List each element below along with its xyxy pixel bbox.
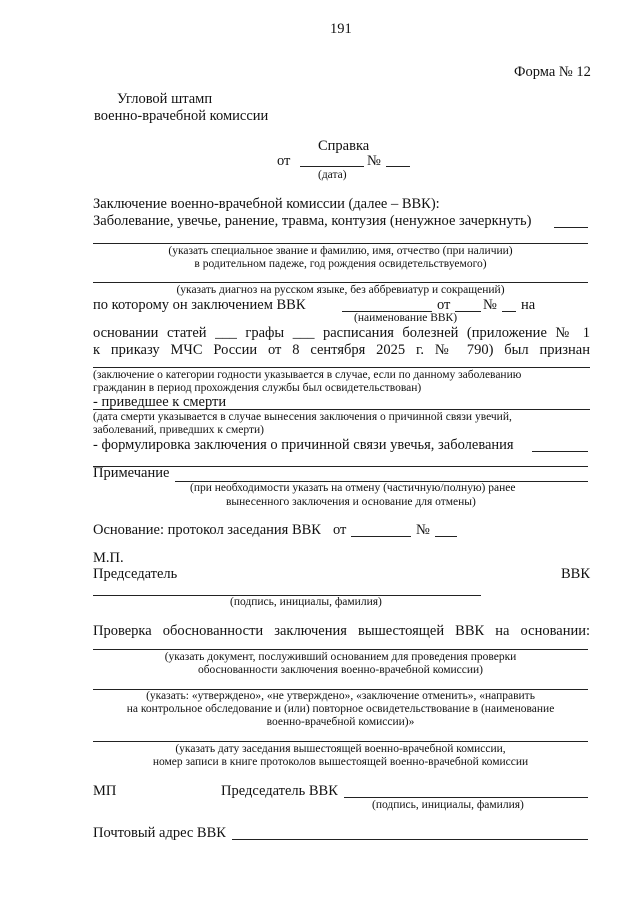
check-hint-1: (указать документ, послуживший основанием для проведения проверки <box>164 651 517 663</box>
condition-line: Заболевание, увечье, ранение, травма, контузия (ненужное зачеркнуть) <box>93 213 532 229</box>
condition-field[interactable] <box>554 227 588 228</box>
conclusion-number-sign: № <box>483 297 497 313</box>
meeting-field[interactable] <box>93 741 588 742</box>
number-sign: № <box>367 153 381 169</box>
chairman-label: Председатель <box>93 566 178 582</box>
check-line: Проверка обоснованности заключения вышестоящей ВВК на основании: <box>93 623 590 639</box>
conclusion-on: на <box>521 297 536 313</box>
causal-field[interactable] <box>532 451 588 452</box>
decision-hint-2: на контрольное обследование и (или) повторное освидетельствование в (наименование <box>126 703 555 715</box>
signature-hint-1: (подпись, инициалы, фамилия) <box>230 596 382 608</box>
basis-protocol-number-sign: № <box>416 522 430 538</box>
diagnosis-field[interactable] <box>93 282 588 283</box>
mp-stamp-2: МП <box>93 783 117 799</box>
basis-protocol-prefix: Основание: протокол заседания ВВК <box>93 522 321 538</box>
conclusion-from: от <box>437 297 451 313</box>
conclusion-prefix: по которому он заключением ВВК <box>93 297 306 313</box>
conclusion-heading: Заключение военно-врачебной комиссии (далее – ВВК): <box>93 196 440 212</box>
basis-protocol-from: от <box>333 522 347 538</box>
death-label: - приведшее к смерти <box>93 394 227 410</box>
postal-address-field[interactable] <box>232 839 588 840</box>
check-document-field[interactable] <box>93 649 588 650</box>
vvk-label: ВВК <box>561 566 591 582</box>
corner-stamp-line-1: Угловой штамп <box>117 91 213 107</box>
decision-hint-3: военно-врачебной комиссии)» <box>266 716 415 728</box>
basis-line-2: к приказу МЧС России от 8 сентября 2025 г. № 790) был признан <box>93 342 590 358</box>
death-hint-2: заболеваний, приведших к смерти) <box>93 424 264 436</box>
check-hint-2: обоснованности заключения военно-врачебной комиссии) <box>197 664 484 676</box>
note-label: Примечание <box>93 465 170 481</box>
meeting-hint-1: (указать дату заседания вышестоящей военно-врачебной комиссии, <box>175 743 506 755</box>
note-hint-1: (при необходимости указать на отмену (частичную/полную) ранее <box>190 482 516 494</box>
note-hint-2: вынесенного заключения и основание для отмены) <box>226 496 476 508</box>
postal-label: Почтовый адрес ВВК <box>93 825 226 841</box>
person-hint-2: в родительном падеже, год рождения освидетельствуемого) <box>194 258 487 270</box>
chairman-vvk-label: Председатель ВВК <box>221 783 338 799</box>
causal-label: - формулировка заключения о причинной связи увечья, заболевания <box>93 437 514 453</box>
category-field[interactable] <box>93 367 590 368</box>
diagnosis-hint: (указать диагноз на русском языке, без аббревиатур и сокращений) <box>176 284 505 296</box>
category-hint-2: гражданин в период прохождения службы был освидетельствован) <box>93 382 422 394</box>
date-field[interactable] <box>300 166 364 167</box>
vvk-name-hint: (наименование ВВК) <box>354 312 458 324</box>
death-hint-1: (дата смерти указывается в случае вынесения заключения о причинной связи увечий, <box>93 411 512 423</box>
person-hint-1: (указать специальное звание и фамилию, имя, отчество (при наличии) <box>168 245 513 257</box>
corner-stamp-line-2: военно-врачебной комиссии <box>94 108 269 124</box>
conclusion-date-field[interactable] <box>455 311 481 312</box>
chairman-vvk-signature-field[interactable] <box>344 797 588 798</box>
decision-hint-1: (указать: «утверждено», «не утверждено», «заключение отменить», «направить <box>146 690 535 702</box>
protocol-number-field[interactable] <box>435 536 457 537</box>
person-field[interactable] <box>93 243 588 244</box>
number-field[interactable] <box>386 166 410 167</box>
basis-line-1: основании статей ___ графы ___ расписания болезней (приложение № 1 <box>93 325 590 341</box>
date-hint: (дата) <box>318 169 347 181</box>
meeting-hint-2: номер записи в книге протоколов вышестоящей военно-врачебной комиссии <box>152 756 529 768</box>
date-prefix: от <box>277 153 291 169</box>
page-number: 191 <box>330 21 352 37</box>
document-title: Справка <box>318 138 370 154</box>
conclusion-number-field[interactable] <box>502 311 516 312</box>
protocol-date-field[interactable] <box>351 536 411 537</box>
category-hint-1: (заключение о категории годности указывается в случае, если по данному заболеванию <box>93 369 522 381</box>
signature-hint-2: (подпись, инициалы, фамилия) <box>372 799 524 811</box>
mp-stamp-1: М.П. <box>93 550 124 566</box>
form-number: Форма № 12 <box>514 64 591 80</box>
death-date-field[interactable] <box>93 409 590 410</box>
